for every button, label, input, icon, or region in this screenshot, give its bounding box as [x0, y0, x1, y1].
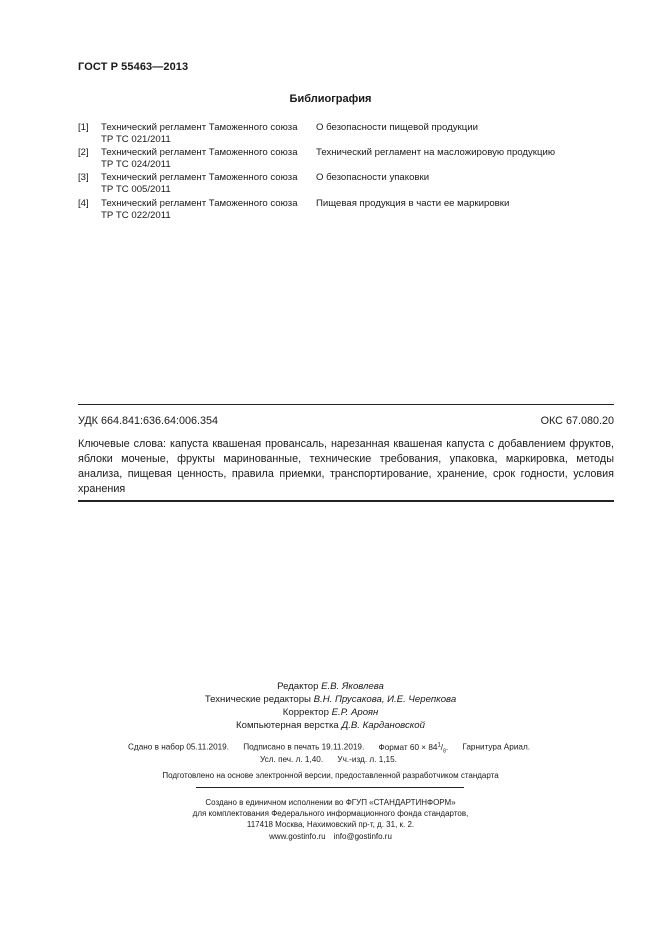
- format-prefix: Формат 60 × 84: [378, 742, 438, 752]
- signed-date: Подписано в печать 19.11.2019.: [243, 742, 365, 752]
- entry-number: [3]: [78, 172, 89, 183]
- footer-contacts: [0, 831, 661, 842]
- footer-address: 117418 Москва, Нахимовский пр-т, д. 31, к. 2.: [246, 820, 415, 830]
- entry-number: [1]: [78, 122, 89, 133]
- format-denominator: 8: [443, 748, 446, 755]
- entry-source-code: ТР ТС 021/2011: [101, 134, 171, 145]
- tech-editors-names: В.Н. Прусакова, И.Е. Черепкова: [313, 694, 457, 705]
- entry-source-line: Технический регламент Таможенного союза: [101, 198, 298, 209]
- entry-source: [101, 122, 298, 146]
- entry-source-line: Технический регламент Таможенного союза: [101, 122, 298, 133]
- bottom-divider: [78, 500, 614, 502]
- entry-title: Технический регламент на масложировую продукцию: [316, 147, 556, 158]
- print-info-line-1: [128, 742, 530, 754]
- editor-name: Е.В. Яковлева: [321, 681, 384, 692]
- format-numerator: 1: [437, 742, 441, 748]
- website-link[interactable]: www.gostinfo.ru: [269, 831, 326, 841]
- credits-block: [0, 680, 661, 732]
- prepared-note: Подготовлено на основе электронной версии, предоставленной разработчиком стандарта: [162, 771, 499, 780]
- top-divider: [78, 404, 614, 405]
- entry-number: [2]: [78, 147, 89, 158]
- print-info-line-2: [260, 755, 397, 764]
- entry-source-line: Технический регламент Таможенного союза: [101, 147, 298, 158]
- layout-line: [0, 719, 661, 732]
- typeface: Гарнитура Ариал.: [462, 742, 531, 752]
- entry-source-code: ТР ТС 024/2011: [101, 159, 171, 170]
- entry-title: О безопасности пищевой продукции: [316, 122, 478, 133]
- footer-divider: [196, 787, 464, 788]
- entry-source-code: ТР ТС 022/2011: [101, 210, 171, 221]
- email-link[interactable]: info@gostinfo.ru: [333, 831, 392, 841]
- entry-source: [101, 172, 298, 196]
- tech-editors-label: Технические редакторы: [204, 694, 311, 705]
- layout-name: Д.В. Кардановской: [341, 720, 425, 731]
- entry-source-code: ТР ТС 005/2011: [101, 184, 171, 195]
- layout-label: Компьютерная верстка: [236, 720, 339, 731]
- tech-editors-line: [0, 693, 661, 706]
- entry-source: [101, 147, 298, 171]
- paper-format: Формат $60 \times 84^1/_8$.: [378, 742, 449, 755]
- editor-line: [0, 680, 661, 693]
- footer-line-1: Создано в единичном исполнении во ФГУП «СТАНДАРТИНФОРМ»: [205, 798, 456, 807]
- corrector-line: [0, 706, 661, 719]
- publisher-footer: [0, 797, 661, 842]
- oks-code: ОКС 67.080.20: [540, 415, 614, 427]
- publication-sheets: Уч.-изд. л. 1,15.: [337, 755, 397, 764]
- submitted-date: Сдано в набор 05.11.2019.: [128, 742, 230, 752]
- footer-line-2: для комплектования Федерального информационного фонда стандартов,: [192, 809, 469, 819]
- entry-number: [4]: [78, 198, 89, 209]
- corrector-name: Е.Р. Ароян: [331, 707, 379, 718]
- entry-source-line: Технический регламент Таможенного союза: [101, 172, 298, 183]
- print-sheets: Усл. печ. л. 1,40.: [260, 755, 324, 764]
- entry-title: Пищевая продукция в части ее маркировки: [316, 198, 510, 209]
- keywords-paragraph: Ключевые слова: капуста квашеная провансаль, нарезанная квашеная капуста с добавлением фруктов, яблоки моченые, фрукты маринованные, технические требования, упаковка, маркировка, методы анализа, пищевая ценность, правила приемки, транспортирование, хранение, срок годности, условия хранения: [78, 438, 614, 495]
- corrector-label: Корректор: [282, 707, 329, 718]
- bibliography-title: Библиография: [289, 93, 372, 105]
- document-code: ГОСТ Р 55463—2013: [78, 61, 189, 73]
- entry-source: [101, 198, 298, 222]
- entry-title: О безопасности упаковки: [316, 172, 430, 183]
- udk-code: УДК 664.841:636.64:006.354: [78, 415, 219, 427]
- editor-label: Редактор: [277, 681, 319, 692]
